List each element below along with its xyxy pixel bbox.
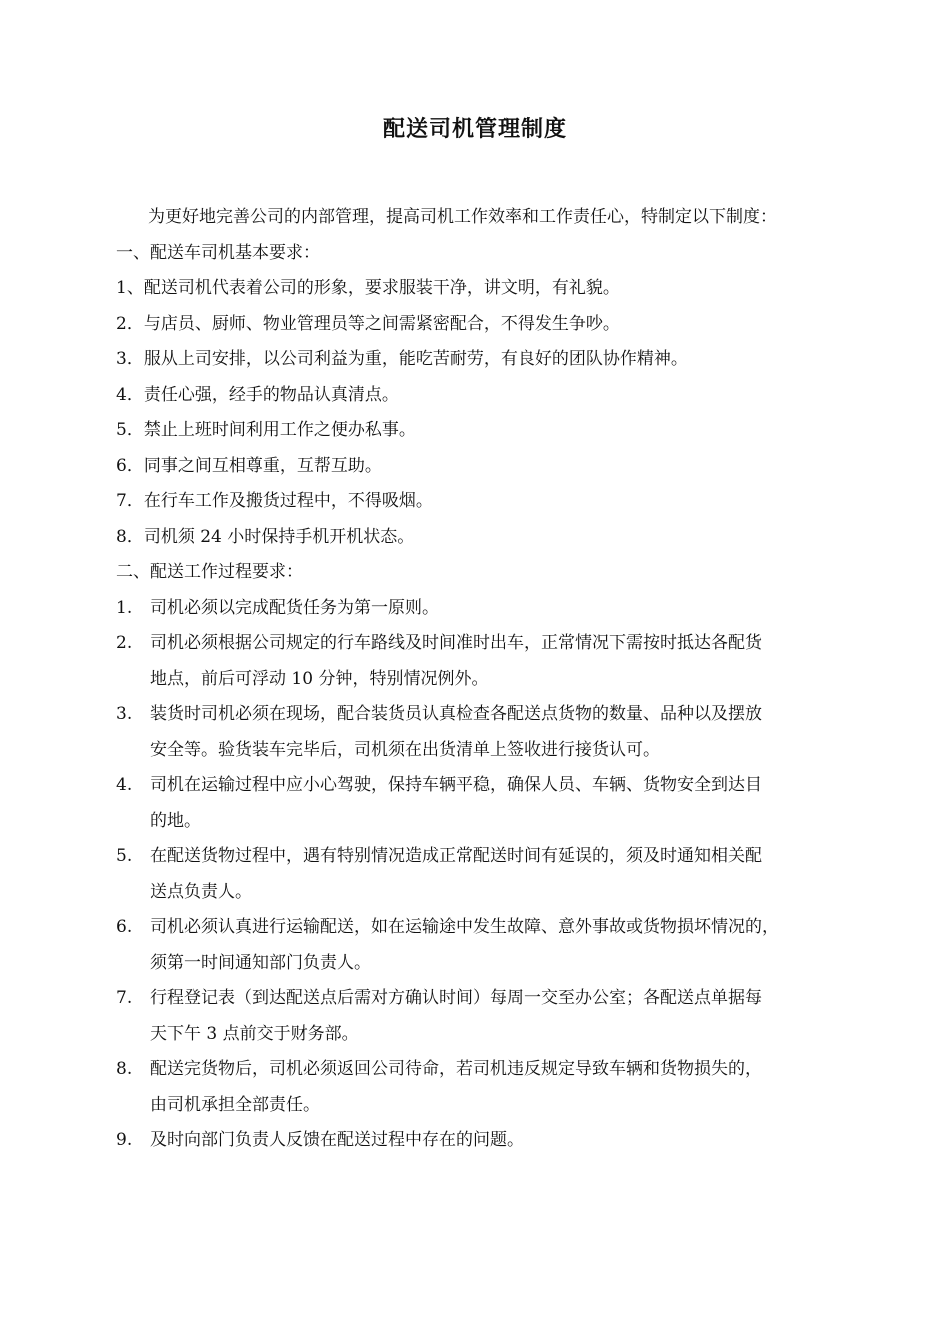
- item-text: 配送完货物后，司机必须返回公司待命，若司机违反规定导致车辆和货物损失的，: [150, 1059, 762, 1079]
- item-text: 司机在运输过程中应小心驾驶，保持车辆平稳，确保人员、车辆、货物安全到达目: [150, 775, 762, 795]
- basic-requirement-item: 8．司机须 24 小时保持手机开机状态。: [116, 526, 415, 547]
- section-heading-work-process: 二、配送工作过程要求：: [116, 562, 303, 582]
- item-text: 及时向部门负责人反馈在配送过程中存在的问题。: [150, 1130, 524, 1150]
- work-process-item: [116, 981, 866, 1052]
- basic-requirement-item: 7．在行车工作及搬货过程中，不得吸烟。: [116, 491, 433, 511]
- item-text: 装货时司机必须在现场，配合装货员认真检查各配送点货物的数量、品种以及摆放: [150, 704, 762, 724]
- basic-requirement-item: 5．禁止上班时间利用工作之便办私事。: [116, 420, 416, 440]
- item-number: 2.: [116, 633, 133, 653]
- section-heading-basic-requirements: 一、配送车司机基本要求：: [116, 242, 320, 263]
- item-text-continued: 地点，前后可浮动 10 分钟，特别情况例外。: [150, 668, 489, 689]
- work-process-item: [116, 591, 866, 627]
- item-text: 司机必须以完成配货任务为第一原则。: [150, 597, 439, 618]
- item-text: 行程登记表（到达配送点后需对方确认时间）每周一交至办公室；各配送点单据每: [150, 988, 762, 1008]
- work-process-item: [116, 1123, 866, 1159]
- item-number: 9.: [116, 1130, 133, 1150]
- item-number: 3.: [116, 704, 133, 724]
- item-number: 6.: [116, 917, 133, 937]
- item-text: 司机必须认真进行运输配送，如在运输途中发生故障、意外事故或货物损坏情况的，: [150, 917, 779, 937]
- item-number: 8.: [116, 1059, 133, 1079]
- item-number: 1.: [116, 597, 133, 618]
- basic-requirement-item: 1、配送司机代表着公司的形象，要求服装干净，讲文明，有礼貌。: [116, 278, 620, 298]
- document-body: [116, 200, 866, 1159]
- item-text-continued: 安全等。验货装车完毕后，司机须在出货清单上签收进行接货认可。: [150, 739, 660, 760]
- item-text-continued: 送点负责人。: [150, 881, 252, 902]
- work-process-item: [116, 910, 866, 981]
- basic-requirement-item: 2．与店员、厨师、物业管理员等之间需紧密配合，不得发生争吵。: [116, 313, 620, 334]
- work-process-item: [116, 768, 866, 839]
- item-text: 司机必须根据公司规定的行车路线及时间准时出车，正常情况下需按时抵达各配货: [150, 633, 762, 653]
- item-text-continued: 须第一时间通知部门负责人。: [150, 952, 371, 973]
- item-text: 在配送货物过程中，遇有特别情况造成正常配送时间有延误的，须及时通知相关配: [150, 846, 762, 866]
- item-text-continued: 天下午 3 点前交于财务部。: [150, 1023, 359, 1044]
- item-text-continued: 由司机承担全部责任。: [150, 1094, 320, 1115]
- basic-requirement-item: 3．服从上司安排，以公司利益为重，能吃苦耐劳，有良好的团队协作精神。: [116, 349, 688, 369]
- basic-requirement-item: 4．责任心强，经手的物品认真清点。: [116, 384, 399, 405]
- work-process-item: [116, 697, 866, 768]
- work-process-item: [116, 626, 866, 697]
- item-number: 5.: [116, 846, 133, 866]
- item-number: 7.: [116, 988, 133, 1008]
- item-number: 4.: [116, 775, 133, 795]
- basic-requirement-item: 6．同事之间互相尊重，互帮互助。: [116, 455, 382, 476]
- item-text-continued: 的地。: [150, 810, 201, 831]
- work-process-item: [116, 1052, 866, 1123]
- work-process-item: [116, 839, 866, 910]
- intro-paragraph: 为更好地完善公司的内部管理，提高司机工作效率和工作责任心，特制定以下制度：: [148, 207, 777, 227]
- document-title: 配送司机管理制度: [382, 117, 567, 142]
